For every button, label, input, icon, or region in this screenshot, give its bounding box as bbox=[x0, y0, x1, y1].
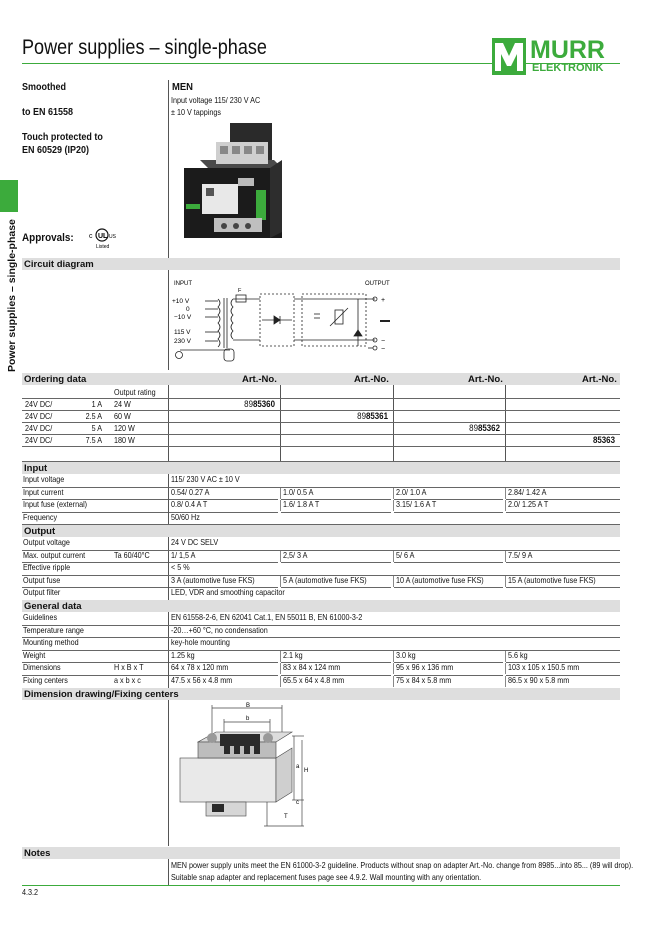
side-tab-marker bbox=[0, 180, 18, 212]
tap-230: 230 V bbox=[174, 338, 191, 345]
svg-text:UL: UL bbox=[98, 233, 108, 240]
brand-sub: ELEKTRONIK bbox=[532, 62, 604, 74]
cell-divider bbox=[505, 488, 506, 499]
spec-value: EN 61558-2-6, EN 62041 Cat.1, EN 55011 B, EN 61000-3-2 bbox=[171, 613, 363, 622]
murr-logo bbox=[492, 38, 620, 76]
col-divider bbox=[505, 385, 506, 461]
spec-label: Guidelines bbox=[23, 613, 58, 622]
cell-divider bbox=[393, 488, 394, 499]
spec-value: -20…+60 °C, no condensation bbox=[171, 625, 268, 635]
cell-rule bbox=[394, 587, 503, 588]
cell-divider bbox=[280, 500, 281, 511]
spec-value: 24 V DC SELV bbox=[171, 538, 219, 547]
ordering-rule bbox=[22, 410, 620, 411]
cell-rule bbox=[394, 562, 503, 563]
spec-label: Input fuse (external) bbox=[23, 500, 88, 510]
order-current: 5 A bbox=[91, 424, 102, 433]
ordering-col-4: Art.-No. bbox=[582, 374, 617, 385]
dim-a: a bbox=[296, 764, 300, 770]
circuit-heading: Circuit diagram bbox=[24, 259, 94, 270]
spec-value: 0.8/ 0.4 A T bbox=[171, 500, 208, 510]
spec-label: Input current bbox=[23, 487, 64, 497]
row-rule bbox=[22, 625, 620, 626]
spec-value: < 5 % bbox=[171, 563, 190, 573]
tap-115: 115 V bbox=[174, 329, 191, 336]
spec-label: Mounting method bbox=[23, 638, 79, 648]
out-minus-1: − bbox=[381, 338, 386, 345]
cell-divider bbox=[280, 676, 281, 687]
feature-touch: Touch protected to bbox=[22, 132, 103, 143]
circuit-diagram bbox=[170, 274, 400, 370]
spec-label: Effective ripple bbox=[23, 563, 71, 573]
spec-label: Dimensions bbox=[23, 663, 61, 673]
ordering-col-2: Art.-No. bbox=[354, 374, 389, 385]
spec-sublabel: Ta 60/40°C bbox=[114, 550, 150, 560]
col-divider bbox=[280, 385, 281, 461]
spec-value: 95 x 96 x 136 mm bbox=[396, 663, 454, 673]
spec-value: key-hole mounting bbox=[171, 638, 230, 648]
order-current: 2.5 A bbox=[85, 412, 102, 421]
input-heading: Input bbox=[24, 463, 48, 474]
col-divider bbox=[393, 385, 394, 461]
spec-value: 15 A (automotive fuse FKS) bbox=[508, 575, 596, 585]
art-number: 85360 bbox=[252, 399, 275, 409]
feature-standard: to EN 61558 bbox=[22, 107, 74, 118]
general-heading: General data bbox=[24, 601, 82, 612]
cell-divider bbox=[393, 576, 394, 587]
spec-value: 5/ 6 A bbox=[396, 550, 415, 560]
ul-listed-mark bbox=[88, 226, 122, 250]
dimension-band bbox=[22, 688, 620, 700]
cell-rule bbox=[506, 562, 620, 563]
spec-value: 75 x 84 x 5.8 mm bbox=[396, 676, 452, 685]
spec-label: Temperature range bbox=[23, 625, 84, 635]
cell-rule bbox=[281, 562, 391, 563]
product-line1: Input voltage 115/ 230 V AC bbox=[171, 96, 261, 105]
cell-divider bbox=[393, 651, 394, 662]
order-art-no bbox=[222, 399, 275, 409]
ordering-col-1: Art.-No. bbox=[242, 374, 277, 385]
order-voltage: 24V DC/ bbox=[25, 400, 53, 409]
product-photo bbox=[172, 120, 292, 252]
ordering-band bbox=[22, 373, 620, 385]
order-power: 60 W bbox=[114, 412, 131, 421]
cell-divider bbox=[280, 551, 281, 562]
spec-value: 65.5 x 64 x 4.8 mm bbox=[283, 676, 345, 685]
spec-value: 2,5/ 3 A bbox=[283, 550, 308, 560]
row-rule bbox=[22, 637, 620, 638]
notes-line-2: Suitable snap adapter and replacement fuses page see 4.9.2. Wall mounting with any orientation. bbox=[171, 873, 482, 882]
art-prefix: 89 bbox=[469, 423, 478, 433]
art-prefix: 89 bbox=[357, 411, 366, 421]
spec-sublabel: a x b x c bbox=[114, 676, 141, 685]
col-divider bbox=[168, 385, 169, 461]
cell-divider bbox=[393, 676, 394, 687]
spec-value: 86.5 x 90 x 5.8 mm bbox=[508, 676, 570, 685]
dimension-drawing bbox=[172, 700, 332, 836]
spec-label: Output fuse bbox=[23, 575, 61, 585]
page-title: Power supplies – single-phase bbox=[22, 36, 267, 59]
cell-divider bbox=[505, 551, 506, 562]
art-number: 85363 bbox=[592, 435, 615, 445]
footer-rule bbox=[22, 885, 620, 886]
spec-label: Frequency bbox=[23, 512, 58, 522]
circuit-divider bbox=[168, 270, 169, 370]
ul-c-text: c bbox=[89, 233, 93, 240]
input-band bbox=[22, 462, 620, 474]
tap-plus10: +10 V bbox=[172, 298, 190, 305]
spec-label: Max. output current bbox=[23, 550, 86, 560]
spec-label: Output voltage bbox=[23, 538, 70, 547]
spec-value: 64 x 78 x 120 mm bbox=[171, 663, 229, 673]
art-number: 85362 bbox=[477, 423, 500, 433]
spec-label: Input voltage bbox=[23, 475, 65, 484]
ordering-col-3: Art.-No. bbox=[468, 374, 503, 385]
col-divider bbox=[168, 537, 169, 600]
cell-divider bbox=[505, 663, 506, 674]
spec-value: 83 x 84 x 124 mm bbox=[283, 663, 341, 673]
spec-value: 1.25 kg bbox=[171, 650, 195, 660]
notes-heading: Notes bbox=[24, 848, 51, 859]
out-minus-2: − bbox=[381, 346, 386, 353]
spec-value: 3.0 kg bbox=[396, 650, 416, 660]
tap-minus10: −10 V bbox=[174, 314, 192, 321]
spec-value: LED, VDR and smoothing capacitor bbox=[171, 588, 285, 598]
page-number: 4.3.2 bbox=[22, 888, 39, 897]
cell-divider bbox=[505, 576, 506, 587]
spec-value: 2.84/ 1.42 A bbox=[508, 487, 547, 497]
cell-divider bbox=[280, 663, 281, 674]
cell-divider bbox=[280, 651, 281, 662]
spec-label: Weight bbox=[23, 650, 46, 660]
spec-value: 115/ 230 V AC ± 10 V bbox=[171, 475, 240, 484]
circuit-band bbox=[22, 258, 620, 270]
dim-c: c bbox=[296, 800, 299, 806]
tap-zero: 0 bbox=[186, 306, 190, 313]
spec-value: 10 A (automotive fuse FKS) bbox=[396, 575, 484, 585]
row-rule bbox=[22, 650, 620, 651]
spec-value: 0.54/ 0.27 A bbox=[171, 487, 210, 497]
cell-rule bbox=[394, 512, 503, 513]
side-tab-label: Power supplies – single-phase bbox=[6, 219, 18, 372]
ordering-rule bbox=[22, 398, 620, 399]
order-art-no bbox=[335, 411, 388, 421]
circuit-input-label: INPUT bbox=[174, 281, 192, 287]
ul-listed-text: Listed bbox=[96, 244, 110, 250]
spec-value: 2.1 kg bbox=[283, 650, 303, 660]
art-prefix: 89 bbox=[244, 399, 253, 409]
art-number: 85361 bbox=[365, 411, 388, 421]
spec-value: 5.6 kg bbox=[508, 650, 528, 660]
spec-value: 47.5 x 56 x 4.8 mm bbox=[171, 676, 233, 685]
brand-main: MURR bbox=[530, 36, 605, 64]
cell-divider bbox=[280, 576, 281, 587]
cell-rule bbox=[281, 587, 391, 588]
cell-rule bbox=[281, 512, 391, 513]
dimension-heading: Dimension drawing/Fixing centers bbox=[24, 689, 179, 700]
notes-line-1: MEN power supply units meet the EN 61000-3-2 guideline. Products without snap on adapter Art.-No. change from 8985...into 85... (89 will drop). bbox=[171, 861, 634, 870]
cell-divider bbox=[393, 551, 394, 562]
spec-value: 50/60 Hz bbox=[171, 512, 200, 522]
spec-value: 2.0/ 1.0 A bbox=[396, 487, 427, 497]
ordering-rule bbox=[22, 446, 620, 447]
ul-us-text: US bbox=[109, 234, 116, 240]
spec-value: 3 A (automotive fuse FKS) bbox=[171, 575, 255, 585]
product-name: MEN bbox=[172, 81, 194, 93]
dim-T: T bbox=[284, 814, 288, 820]
spec-value: 7.5/ 9 A bbox=[508, 550, 533, 560]
order-power: 180 W bbox=[114, 436, 135, 445]
order-voltage: 24V DC/ bbox=[25, 436, 53, 445]
spec-label: Output filter bbox=[23, 588, 61, 598]
dim-B: B bbox=[246, 703, 251, 709]
order-power: 24 W bbox=[114, 400, 131, 409]
dim-H: H bbox=[304, 768, 309, 774]
notes-divider bbox=[168, 859, 169, 885]
product-divider bbox=[168, 80, 169, 258]
feature-smoothed: Smoothed bbox=[22, 82, 67, 93]
ordering-rule bbox=[22, 434, 620, 435]
spec-label: Fixing centers bbox=[23, 676, 68, 685]
spec-value: 3.15/ 1.6 A T bbox=[396, 500, 437, 510]
order-voltage: 24V DC/ bbox=[25, 412, 53, 421]
feature-ip20: EN 60529 (IP20) bbox=[22, 145, 90, 156]
order-voltage: 24V DC/ bbox=[25, 424, 53, 433]
cell-divider bbox=[280, 488, 281, 499]
output-heading: Output bbox=[24, 526, 56, 537]
out-plus: + bbox=[381, 297, 386, 304]
order-art-no bbox=[562, 435, 615, 445]
cell-divider bbox=[393, 663, 394, 674]
product-line2: ± 10 V tappings bbox=[171, 108, 222, 117]
cell-divider bbox=[505, 651, 506, 662]
spec-value: 2.0/ 1.25 A T bbox=[508, 500, 549, 510]
notes-band bbox=[22, 847, 620, 859]
spec-value: 1.0/ 0.5 A bbox=[283, 487, 314, 497]
spec-value: 5 A (automotive fuse FKS) bbox=[283, 575, 367, 585]
spec-value: 1.6/ 1.8 A T bbox=[283, 500, 320, 510]
ordering-heading: Ordering data bbox=[24, 374, 87, 385]
output-rating-label: Output rating bbox=[114, 388, 156, 397]
order-art-no bbox=[447, 423, 500, 433]
fuse-label: F bbox=[238, 288, 242, 294]
cell-divider bbox=[505, 676, 506, 687]
spec-sublabel: H x B x T bbox=[114, 663, 144, 673]
approvals-label: Approvals: bbox=[22, 232, 74, 244]
order-current: 1 A bbox=[91, 400, 102, 409]
cell-divider bbox=[505, 500, 506, 511]
dim-b: b bbox=[246, 716, 250, 722]
order-current: 7.5 A bbox=[85, 436, 102, 445]
cell-divider bbox=[393, 500, 394, 511]
cell-rule bbox=[506, 587, 620, 588]
ordering-rule bbox=[22, 422, 620, 423]
cell-rule bbox=[506, 512, 620, 513]
spec-value: 103 x 105 x 150.5 mm bbox=[508, 663, 580, 673]
order-power: 120 W bbox=[114, 424, 135, 433]
spec-value: 1/ 1,5 A bbox=[171, 550, 196, 560]
general-band bbox=[22, 600, 620, 612]
circuit-output-label: OUTPUT bbox=[365, 281, 390, 287]
output-band bbox=[22, 525, 620, 537]
dimension-divider bbox=[168, 700, 169, 846]
